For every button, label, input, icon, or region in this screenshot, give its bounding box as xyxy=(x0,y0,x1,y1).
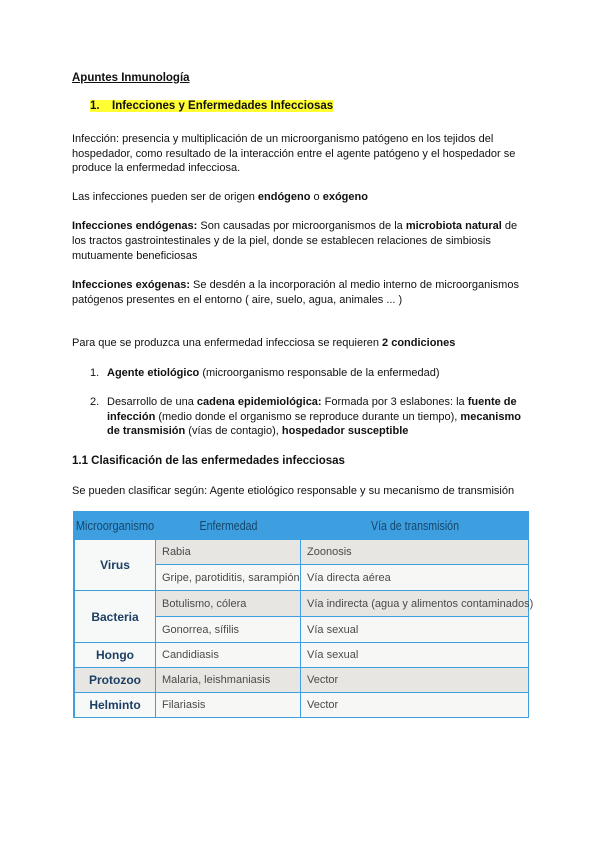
section-1-heading xyxy=(90,99,333,113)
document-title: Apuntes Inmunología xyxy=(72,72,190,84)
table-cell: Gripe, parotiditis, sarampión xyxy=(156,565,300,590)
section-1-title: Infecciones y Enfermedades Infecciosas xyxy=(112,100,334,112)
table-cell: Vector xyxy=(301,693,528,717)
table-cell: Malaria, leishmaniasis xyxy=(156,668,300,692)
table-cell: Vía indirecta (agua y alimentos contaminados) xyxy=(301,591,528,616)
endogenas-bold: microbiota natural xyxy=(405,220,502,232)
classification-table xyxy=(73,511,534,718)
li2-t4: (vías de contagio), xyxy=(185,425,282,437)
endogenas-text-2: de xyxy=(501,220,518,232)
table-cell: Rabia xyxy=(156,540,300,564)
li2-b4: mecanismo xyxy=(460,410,521,423)
row-label-bacteria: Bacteria xyxy=(75,591,155,642)
section-1-number: 1. xyxy=(90,100,100,112)
list-item-number: 2. xyxy=(90,396,100,408)
list-item-text xyxy=(107,395,527,439)
endogenas-label: Infecciones endógenas: xyxy=(72,220,198,232)
condiciones-paragraph xyxy=(72,336,455,350)
table-header-enfermedad: Enfermedad xyxy=(199,518,258,533)
origen-text: Las infecciones pueden ser de origen xyxy=(72,191,258,203)
li2-b3: infección xyxy=(107,410,156,423)
row-label-hongo: Hongo xyxy=(75,643,155,667)
origen-exogeno: exógeno xyxy=(322,191,368,203)
table-cell: Vector xyxy=(301,668,528,692)
section-1-1-heading: 1.1 Clasificación de las enfermedades infecciosas xyxy=(72,455,345,467)
endogenas-text: Son causadas por microorganismos de la xyxy=(197,220,406,232)
list-item-text xyxy=(107,366,527,381)
table-header-microorganismo: Microorganismo xyxy=(75,518,155,533)
list-item-plain: (microorganismo responsable de la enfermedad) xyxy=(199,367,440,379)
exogenas-line-1 xyxy=(72,278,519,292)
infeccion-line-3: produce la enfermedad infecciosa. xyxy=(72,162,241,174)
table-cell: Gonorrea, sífilis xyxy=(156,617,300,642)
li2-b5: de transmisión xyxy=(107,425,186,437)
origen-mid: o xyxy=(310,191,323,203)
origen-paragraph xyxy=(72,190,368,204)
table-cell: Vía directa aérea xyxy=(301,565,528,590)
list-item-number: 1. xyxy=(90,367,100,379)
table-cell: Vía sexual xyxy=(301,617,528,642)
row-label-virus: Virus xyxy=(75,540,155,590)
exogenas-text: Se desdén a la incorporación al medio interno de microorganismos xyxy=(190,279,519,291)
li2-b2: fuente de xyxy=(467,396,517,408)
li2-t1: Desarrollo de una xyxy=(107,396,197,408)
endogenas-line-3: mutuamente beneficiosas xyxy=(72,250,198,262)
table-cell: Filariasis xyxy=(156,693,300,717)
li2-t2: Formada por 3 eslabones: la xyxy=(321,396,468,408)
table-cell: Vía sexual xyxy=(301,643,528,667)
exogenas-line-2: patógenos presentes en el entorno ( aire, suelo, agua, animales ... ) xyxy=(72,294,403,306)
list-item-bold: Agente etiológico xyxy=(107,367,200,379)
condiciones-text: Para que se produzca una enfermedad infecciosa se requieren xyxy=(72,337,383,349)
row-label-helminto: Helminto xyxy=(75,693,155,717)
exogenas-label: Infecciones exógenas: xyxy=(72,279,190,291)
clasificar-paragraph: Se pueden clasificar según: Agente etiológico responsable y su mecanismo de transmisión xyxy=(72,485,515,497)
endogenas-line-2: los tractos gastrointestinales y de la piel, donde se establecen relaciones de simbiosis xyxy=(72,235,491,247)
condiciones-bold: 2 condiciones xyxy=(382,337,456,349)
li2-b6: hospedador susceptible xyxy=(281,425,409,437)
li2-b1: cadena epidemiológica: xyxy=(196,396,322,408)
origen-endogeno: endógeno xyxy=(257,191,311,203)
row-label-protozoo: Protozoo xyxy=(75,668,155,692)
li2-t3: (medio donde el organismo se reproduce durante un tiempo), xyxy=(155,410,461,423)
infeccion-line-2: hospedador, como resultado de la interacción entre el agente patógeno y el hospedador se xyxy=(72,148,516,160)
table-cell: Candidiasis xyxy=(156,643,300,667)
infeccion-line-1: Infección: presencia y multiplicación de un microorganismo patógeno en los tejidos del xyxy=(72,133,494,145)
table-header-via: Vía de transmisión xyxy=(370,518,460,533)
table-cell: Zoonosis xyxy=(301,540,528,564)
endogenas-line-1 xyxy=(72,219,517,233)
table-cell: Botulismo, cólera xyxy=(156,591,300,616)
